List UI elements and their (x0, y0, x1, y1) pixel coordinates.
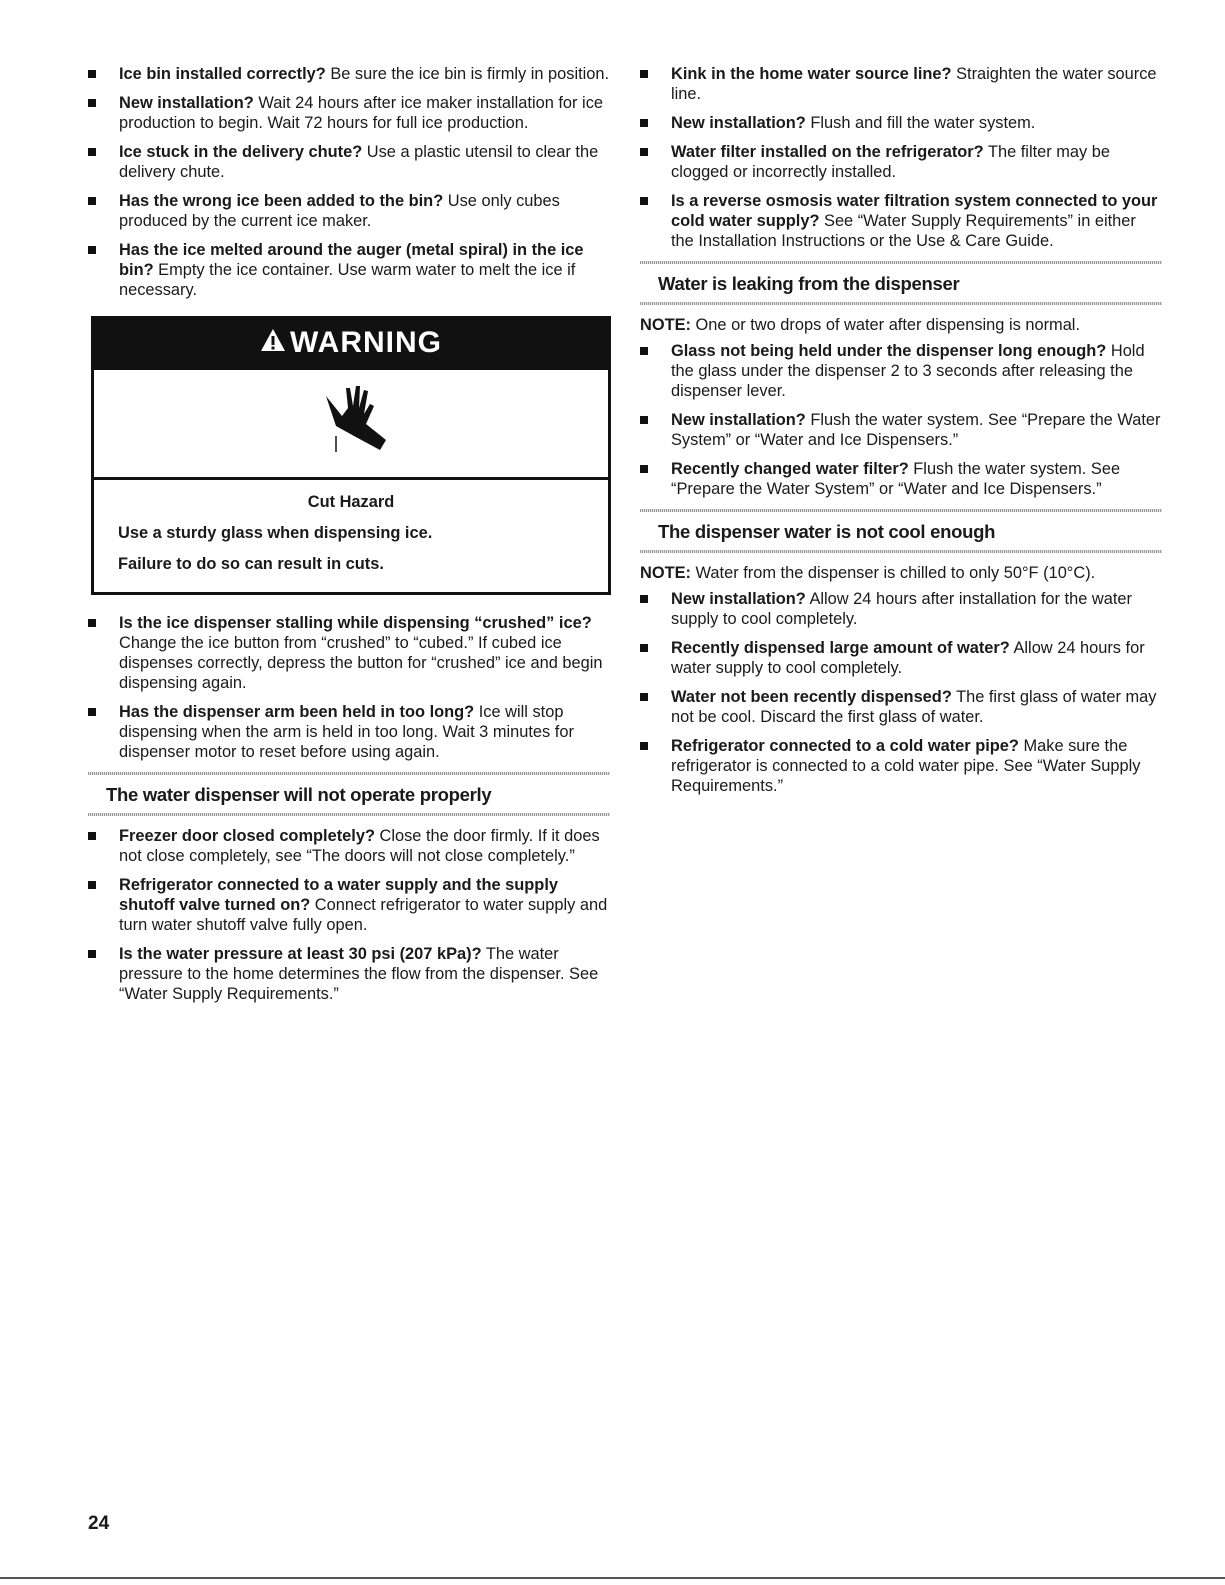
bullet-icon (88, 832, 96, 840)
item-question: Has the ice melted around the auger (metal spiral) in the ice bin? (119, 241, 584, 279)
list-item (88, 240, 610, 300)
item-answer: Use a plastic utensil to clear the delivery chute. (119, 143, 599, 181)
item-question: Water not been recently dispensed? (671, 688, 952, 706)
warning-instruction: Use a sturdy glass when dispensing ice. (118, 524, 433, 542)
item-question: Is a reverse osmosis water filtration system connected to your cold water supply? (671, 192, 1158, 230)
bullet-icon (640, 347, 648, 355)
left-mid-list (88, 613, 610, 762)
water-dispenser-list (88, 826, 610, 1004)
not-cool-list (640, 589, 1162, 796)
right-column (640, 64, 1162, 805)
note (640, 563, 1162, 583)
list-item (88, 613, 610, 693)
bullet-icon (88, 99, 96, 107)
section-heading: The dispenser water is not cool enough (658, 521, 996, 542)
item-answer: Connect refrigerator to water supply and turn water shutoff valve fully open. (119, 896, 608, 934)
list-item (640, 341, 1162, 401)
section-leaking (640, 261, 1162, 305)
item-answer: Flush the water system. See “Prepare the Water System” or “Water and Ice Dispensers.” (671, 460, 1121, 498)
bullet-icon (88, 619, 96, 627)
warning-title: WARNING (290, 326, 442, 359)
bullet-icon (640, 119, 648, 127)
list-item (640, 191, 1162, 251)
item-question: Kink in the home water source line? (671, 65, 952, 83)
right-top-list (640, 64, 1162, 251)
item-answer: The first glass of water may not be cool. Discard the first glass of water. (671, 688, 1157, 726)
item-question: Recently dispensed large amount of water? (671, 639, 1010, 657)
list-item (640, 736, 1162, 796)
section-heading: The water dispenser will not operate properly (106, 784, 492, 805)
item-answer: Allow 24 hours after installation for the water supply to cool completely. (671, 590, 1132, 628)
section-rule (640, 302, 1162, 305)
item-answer: Wait 24 hours after ice maker installation for ice production to begin. Wait 72 hours for full ice production. (119, 94, 604, 132)
item-answer: The filter may be clogged or incorrectly installed. (671, 143, 1111, 181)
bullet-icon (640, 693, 648, 701)
section-rule (640, 550, 1162, 553)
item-question: Has the wrong ice been added to the bin? (119, 192, 444, 210)
item-question: Recently changed water filter? (671, 460, 909, 478)
item-answer: Use only cubes produced by the current ice maker. (119, 192, 560, 230)
page-bottom-rule (0, 1577, 1225, 1579)
note (640, 315, 1162, 335)
item-question: New installation? (671, 411, 806, 429)
warning-consequence: Failure to do so can result in cuts. (118, 555, 384, 573)
left-column (88, 64, 610, 1013)
bullet-icon (88, 950, 96, 958)
bullet-icon (640, 70, 648, 78)
list-item (640, 113, 1162, 133)
item-answer: Be sure the ice bin is firmly in position. (325, 65, 610, 83)
list-item (88, 826, 610, 866)
section-not-cool (640, 509, 1162, 553)
item-question: Refrigerator connected to a cold water pipe? (671, 737, 1019, 755)
bullet-icon (640, 148, 648, 156)
item-answer: Straighten the water source line. (671, 65, 1157, 103)
list-item (640, 589, 1162, 629)
list-item (640, 687, 1162, 727)
page-number: 24 (88, 1513, 110, 1534)
list-item (88, 944, 610, 1004)
section-rule (88, 813, 610, 816)
list-item (88, 875, 610, 935)
bullet-icon (640, 595, 648, 603)
bullet-icon (640, 197, 648, 205)
list-item (640, 459, 1162, 499)
note-label: NOTE: (640, 316, 691, 334)
list-item (640, 638, 1162, 678)
item-answer: Flush the water system. See “Prepare the Water System” or “Water and Ice Dispensers.” (671, 411, 1161, 449)
list-item (88, 191, 610, 231)
item-answer: See “Water Supply Requirements” in either the Installation Instructions or the Use & Care Guide. (671, 212, 1136, 250)
item-answer: Allow 24 hours for water supply to cool completely. (671, 639, 1145, 677)
item-answer: Ice will stop dispensing when the arm is held in too long. Wait 3 minutes for dispenser motor to reset before using again. (119, 703, 574, 761)
section-heading: Water is leaking from the dispenser (658, 273, 960, 294)
warning-header (94, 319, 608, 367)
bullet-icon (640, 742, 648, 750)
bullet-icon (88, 708, 96, 716)
cut-hand-icon (306, 376, 396, 471)
item-question: Water filter installed on the refrigerator? (671, 143, 984, 161)
item-question: Ice bin installed correctly? (119, 65, 326, 83)
item-answer: Empty the ice container. Use warm water to melt the ice if necessary. (119, 261, 576, 299)
bullet-icon (640, 465, 648, 473)
list-item (640, 410, 1162, 450)
left-top-list (88, 64, 610, 300)
warning-triangle-icon (260, 328, 286, 359)
list-item (88, 702, 610, 762)
bullet-icon (88, 148, 96, 156)
list-item (640, 64, 1162, 104)
item-answer: Flush and fill the water system. (805, 114, 1036, 132)
note-label: NOTE: (640, 564, 691, 582)
list-item (88, 64, 610, 84)
list-item (88, 93, 610, 133)
section-water-dispenser (88, 772, 610, 816)
warning-icon-panel (94, 367, 608, 480)
bullet-icon (88, 246, 96, 254)
item-answer: Close the door firmly. If it does not close completely, see “The doors will not close completely.” (119, 827, 600, 865)
warning-hazard: Cut Hazard (307, 493, 395, 511)
item-question: New installation? (119, 94, 254, 112)
note-text: Water from the dispenser is chilled to only 50°F (10°C). (691, 564, 1096, 582)
item-answer: Make sure the refrigerator is connected to a cold water pipe. See “Water Supply Requirements.” (671, 737, 1141, 795)
item-answer: Change the ice button from “crushed” to “cubed.” If cubed ice dispenses correctly, depress the button for “crushed” ice and begin dispensing again. (119, 634, 603, 692)
bullet-icon (640, 416, 648, 424)
bullet-icon (88, 881, 96, 889)
item-question: Has the dispenser arm been held in too long? (119, 703, 475, 721)
bullet-icon (88, 70, 96, 78)
item-question: New installation? (671, 114, 806, 132)
list-item (88, 142, 610, 182)
item-question: New installation? (671, 590, 806, 608)
item-question: Is the ice dispenser stalling while dispensing “crushed” ice? (119, 614, 592, 632)
item-question: Refrigerator connected to a water supply and the supply shutoff valve turned on? (119, 876, 558, 914)
leaking-list (640, 341, 1162, 499)
note-text: One or two drops of water after dispensing is normal. (691, 316, 1081, 334)
item-answer: Hold the glass under the dispenser 2 to 3 seconds after releasing the dispenser lever. (671, 342, 1145, 400)
item-question: Glass not being held under the dispenser long enough? (671, 342, 1107, 360)
item-question: Ice stuck in the delivery chute? (119, 143, 363, 161)
item-answer: The water pressure to the home determines the flow from the dispenser. See “Water Supply Requirements.” (119, 945, 599, 1003)
item-question: Is the water pressure at least 30 psi (207 kPa)? (119, 945, 482, 963)
list-item (640, 142, 1162, 182)
bullet-icon (88, 197, 96, 205)
item-question: Freezer door closed completely? (119, 827, 375, 845)
warning-body (94, 480, 608, 592)
warning-box (91, 316, 611, 595)
bullet-icon (640, 644, 648, 652)
